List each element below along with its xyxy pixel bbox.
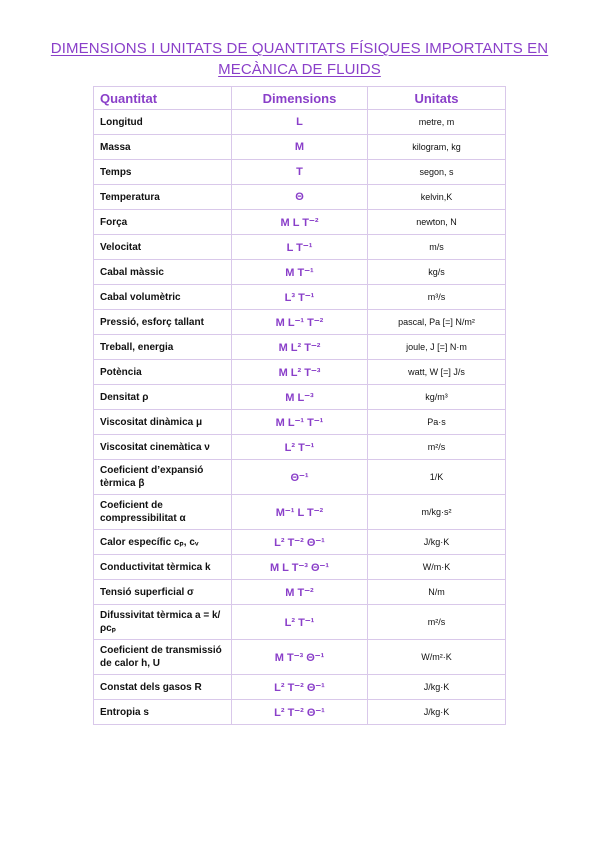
table-row	[94, 335, 506, 360]
header-quantitat: Quantitat	[94, 87, 232, 110]
quantity-cell: Conductivitat tèrmica k	[94, 555, 232, 580]
table-row	[94, 460, 506, 495]
dimensions-cell: L² T⁻¹	[232, 435, 368, 460]
units-cell: 1/K	[368, 460, 506, 495]
document-title	[40, 38, 559, 80]
title-line-2: MECÀNICA DE FLUIDS	[218, 61, 381, 78]
dimensions-cell: Θ⁻¹	[232, 460, 368, 495]
dimensions-cell: M L² T⁻²	[232, 335, 368, 360]
dimensions-cell: L T⁻¹	[232, 235, 368, 260]
dimensions-cell: L² T⁻² Θ⁻¹	[232, 530, 368, 555]
units-table	[93, 86, 506, 725]
units-cell: pascal, Pa [=] N/m²	[368, 310, 506, 335]
dimensions-cell: L² T⁻² Θ⁻¹	[232, 700, 368, 725]
quantity-cell: Pressió, esforç tallant	[94, 310, 232, 335]
table-row	[94, 235, 506, 260]
units-cell: N/m	[368, 580, 506, 605]
table-row	[94, 185, 506, 210]
units-cell: kg/s	[368, 260, 506, 285]
quantity-cell: Longitud	[94, 110, 232, 135]
dimensions-cell: M T⁻²	[232, 580, 368, 605]
title-line-1: DIMENSIONS I UNITATS DE QUANTITATS FÍSIQUES IMPORTANTS EN	[50, 40, 549, 57]
table-row	[94, 580, 506, 605]
units-cell: m²/s	[368, 435, 506, 460]
table-row	[94, 410, 506, 435]
units-cell: metre, m	[368, 110, 506, 135]
quantity-cell: Viscositat cinemàtica ν	[94, 435, 232, 460]
quantity-cell: Difussivitat tèrmica a = k/ρcₚ	[94, 605, 232, 640]
dimensions-cell: T	[232, 160, 368, 185]
table-row	[94, 495, 506, 530]
table-row	[94, 605, 506, 640]
dimensions-cell: M L⁻¹ T⁻¹	[232, 410, 368, 435]
quantity-cell: Entropia s	[94, 700, 232, 725]
units-cell: kg/m³	[368, 385, 506, 410]
table-row	[94, 555, 506, 580]
table-row	[94, 530, 506, 555]
table-row	[94, 360, 506, 385]
quantity-cell: Cabal volumètric	[94, 285, 232, 310]
quantity-cell: Calor específic cₚ, cᵥ	[94, 530, 232, 555]
header-dimensions: Dimensions	[232, 87, 368, 110]
units-cell: kilogram, kg	[368, 135, 506, 160]
table-row	[94, 285, 506, 310]
dimensions-cell: M L T⁻³ Θ⁻¹	[232, 555, 368, 580]
dimensions-cell: M	[232, 135, 368, 160]
quantity-cell: Treball, energia	[94, 335, 232, 360]
table-header-row	[94, 87, 506, 110]
quantity-cell: Velocitat	[94, 235, 232, 260]
table-row	[94, 435, 506, 460]
dimensions-cell: M L⁻¹ T⁻²	[232, 310, 368, 335]
units-cell: segon, s	[368, 160, 506, 185]
table-row	[94, 385, 506, 410]
dimensions-cell: M L⁻³	[232, 385, 368, 410]
units-cell: m²/s	[368, 605, 506, 640]
table-row	[94, 700, 506, 725]
units-cell: J/kg·K	[368, 530, 506, 555]
dimensions-cell: L² T⁻² Θ⁻¹	[232, 675, 368, 700]
table-row	[94, 210, 506, 235]
quantity-cell: Tensió superficial σ	[94, 580, 232, 605]
quantity-cell: Temps	[94, 160, 232, 185]
units-cell: W/m²·K	[368, 640, 506, 675]
units-cell: m³/s	[368, 285, 506, 310]
quantity-cell: Constat dels gasos R	[94, 675, 232, 700]
units-cell: m/s	[368, 235, 506, 260]
table-row	[94, 160, 506, 185]
dimensions-cell: L² T⁻¹	[232, 605, 368, 640]
quantity-cell: Densitat ρ	[94, 385, 232, 410]
dimensions-cell: Θ	[232, 185, 368, 210]
dimensions-cell: L	[232, 110, 368, 135]
quantity-cell: Massa	[94, 135, 232, 160]
dimensions-cell: M⁻¹ L T⁻²	[232, 495, 368, 530]
table-row	[94, 260, 506, 285]
dimensions-cell: M T⁻¹	[232, 260, 368, 285]
units-cell: m/kg·s²	[368, 495, 506, 530]
dimensions-cell: M L² T⁻³	[232, 360, 368, 385]
dimensions-cell: M T⁻³ Θ⁻¹	[232, 640, 368, 675]
quantity-cell: Coeficient de transmissió de calor h, U	[94, 640, 232, 675]
quantity-cell: Coeficient d’expansió tèrmica β	[94, 460, 232, 495]
units-cell: kelvin,K	[368, 185, 506, 210]
quantity-cell: Potència	[94, 360, 232, 385]
units-cell: newton, N	[368, 210, 506, 235]
quantity-cell: Cabal màssic	[94, 260, 232, 285]
quantity-cell: Temperatura	[94, 185, 232, 210]
dimensions-cell: L³ T⁻¹	[232, 285, 368, 310]
units-cell: J/kg·K	[368, 700, 506, 725]
table-row	[94, 135, 506, 160]
table-row	[94, 110, 506, 135]
table-row	[94, 310, 506, 335]
units-cell: joule, J [=] N·m	[368, 335, 506, 360]
units-cell: watt, W [=] J/s	[368, 360, 506, 385]
table-body	[94, 110, 506, 725]
units-cell: J/kg·K	[368, 675, 506, 700]
quantity-cell: Viscositat dinàmica μ	[94, 410, 232, 435]
table-row	[94, 675, 506, 700]
quantity-cell: Coeficient de compressibilitat α	[94, 495, 232, 530]
table-row	[94, 640, 506, 675]
dimensions-cell: M L T⁻²	[232, 210, 368, 235]
units-cell: W/m·K	[368, 555, 506, 580]
units-cell: Pa·s	[368, 410, 506, 435]
header-unitats: Unitats	[368, 87, 506, 110]
quantity-cell: Força	[94, 210, 232, 235]
